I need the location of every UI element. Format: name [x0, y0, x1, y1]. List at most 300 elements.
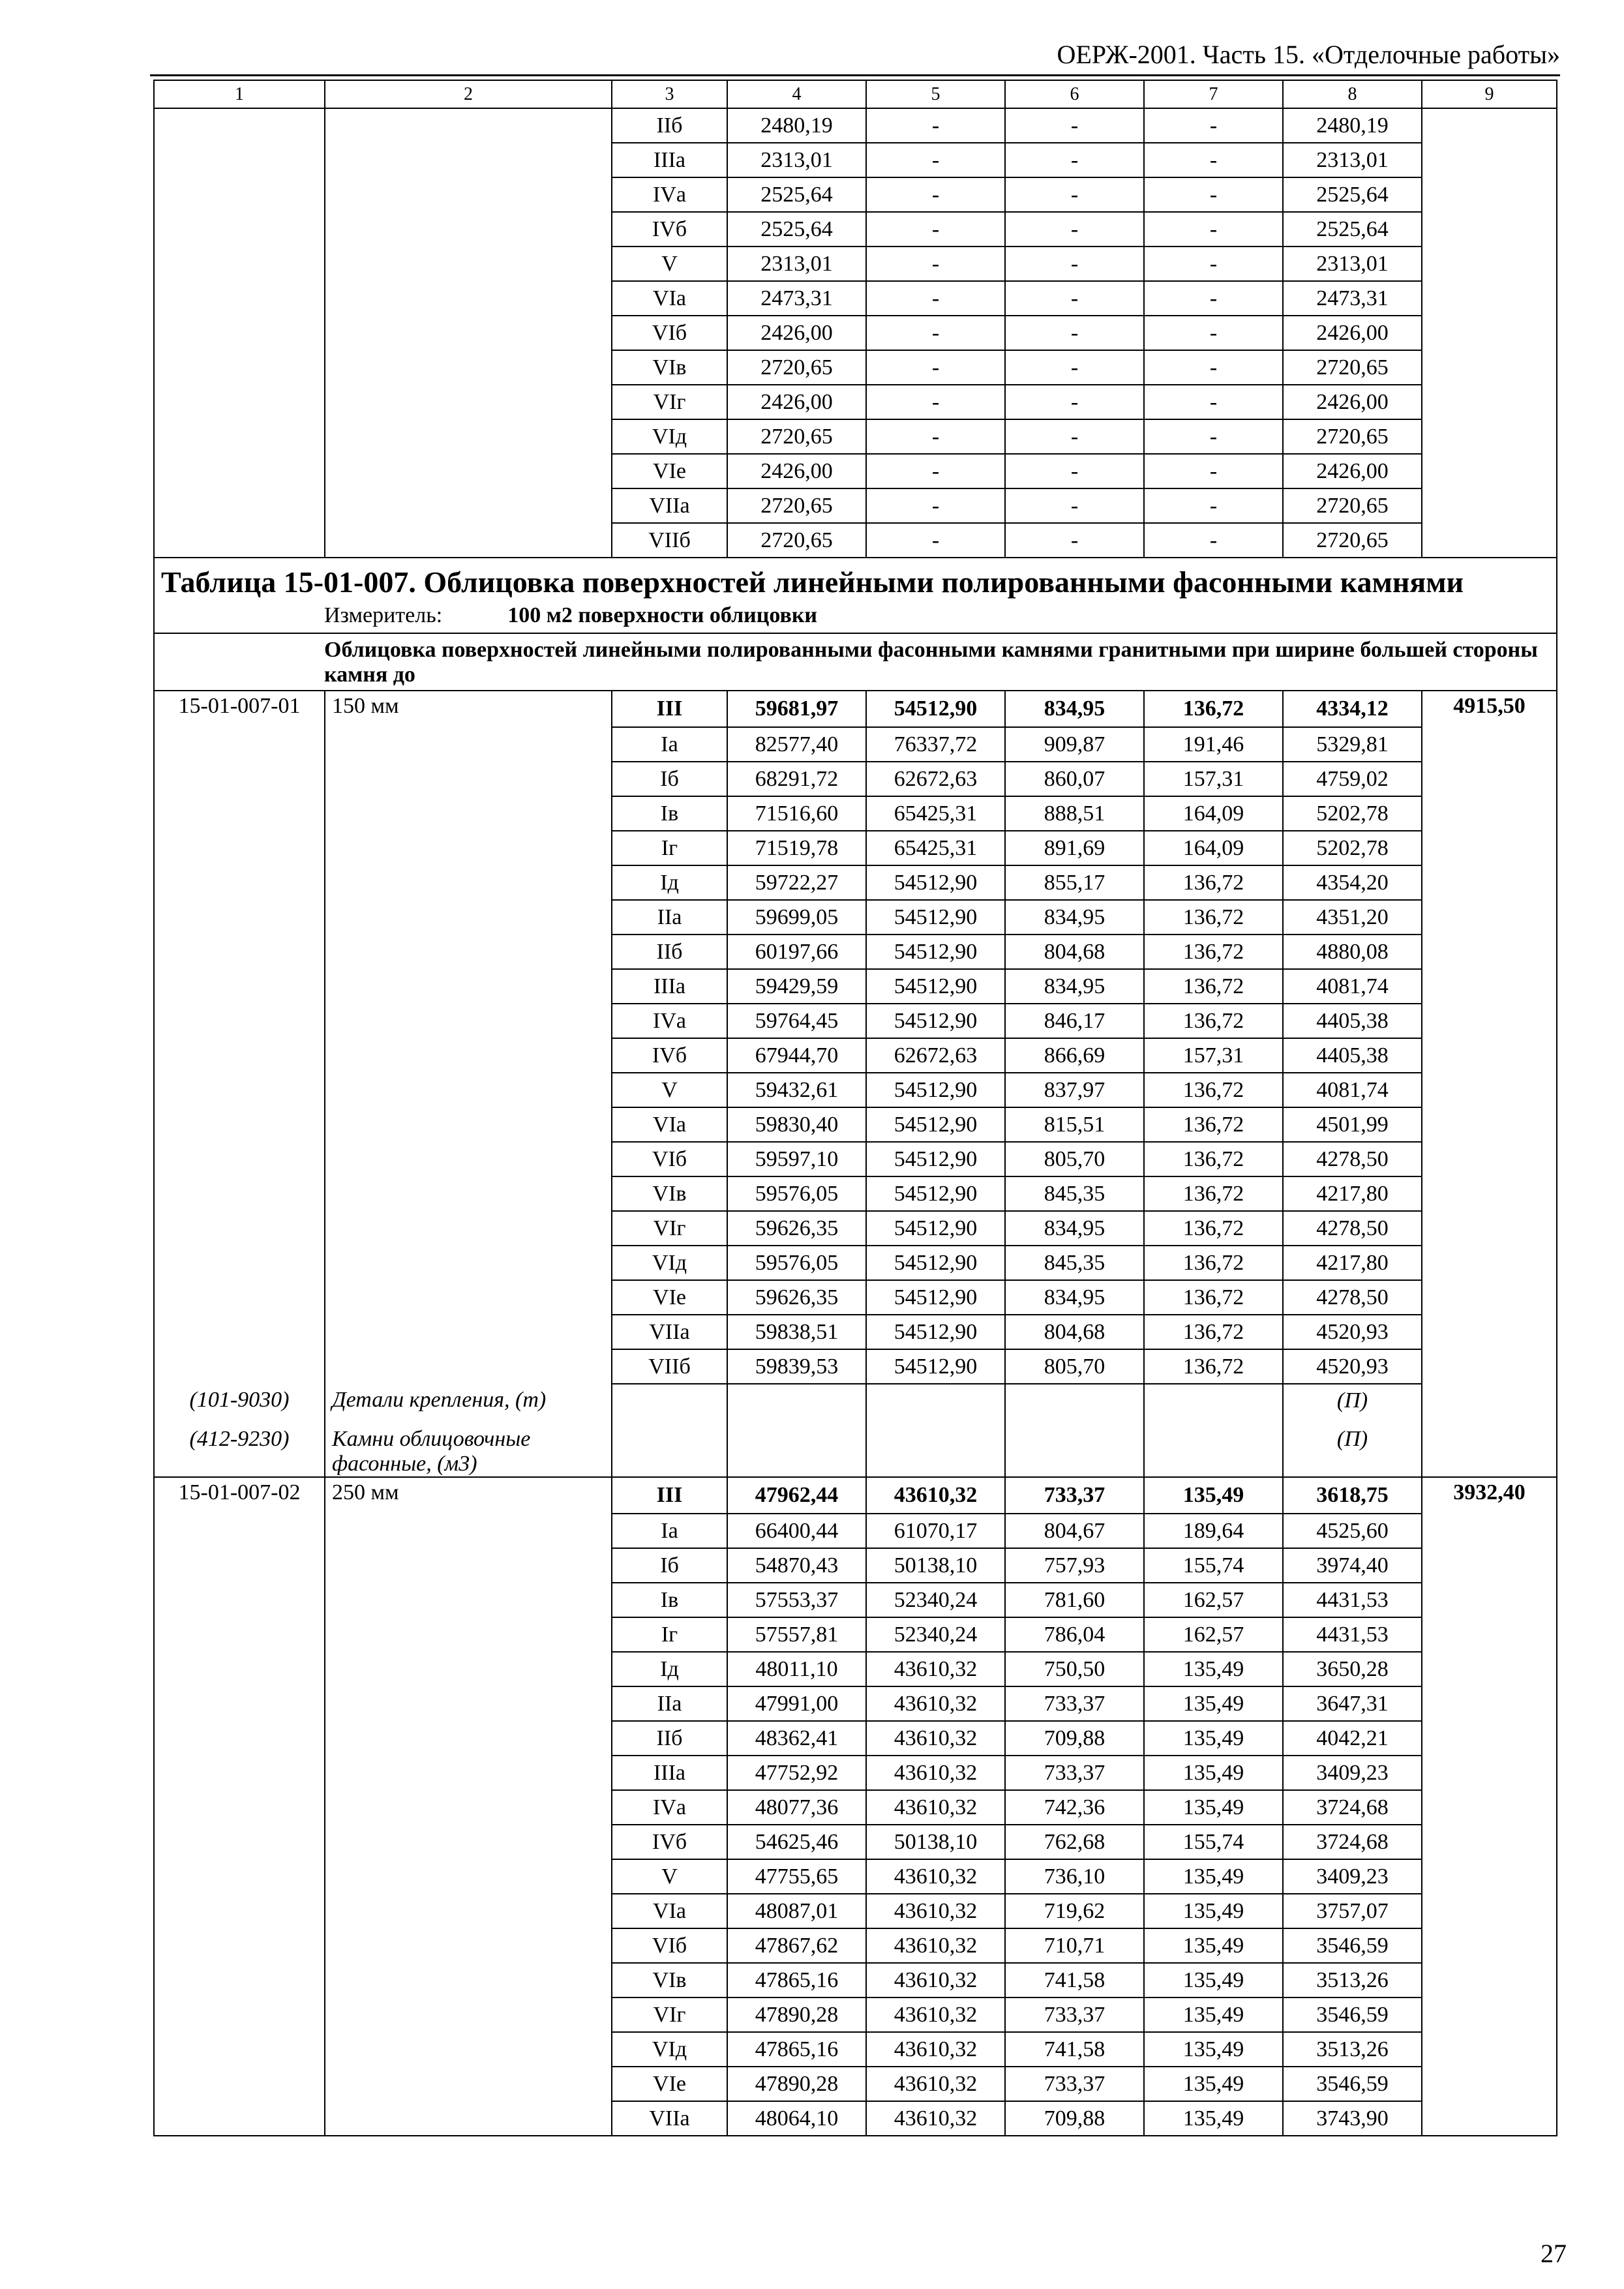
- value-cell: 50138,10: [866, 1548, 1005, 1583]
- value-cell: 4880,08: [1283, 935, 1422, 969]
- name-cell-empty: [325, 1721, 612, 1756]
- value-cell: 3546,59: [1283, 1997, 1422, 2032]
- value-cell: 48011,10: [727, 1652, 866, 1686]
- code-cell-empty: [154, 454, 325, 488]
- zone-cell: VIд: [612, 1246, 727, 1280]
- code-cell-empty: [154, 108, 325, 143]
- value-cell: 136,72: [1144, 1315, 1283, 1349]
- value-cell: -: [866, 281, 1005, 316]
- value-cell: 5202,78: [1283, 831, 1422, 865]
- zone-cell: VIг: [612, 1211, 727, 1246]
- item-name: 150 мм: [325, 691, 612, 727]
- value-cell: 47991,00: [727, 1686, 866, 1721]
- value-cell: 52340,24: [866, 1583, 1005, 1617]
- value-cell: 68291,72: [727, 762, 866, 796]
- value-cell: 43610,32: [866, 1894, 1005, 1928]
- unit-row: [161, 603, 1550, 633]
- col9-cell-empty: [1422, 1349, 1557, 1384]
- item-row: [154, 1349, 1557, 1384]
- col9-cell-empty: [1422, 1280, 1557, 1315]
- value-cell: 2473,31: [1283, 281, 1422, 316]
- zone-cell: VIв: [612, 1963, 727, 1997]
- continuation-row: [154, 143, 1557, 177]
- code-cell-empty: [154, 316, 325, 350]
- resource-empty-cell: [612, 1423, 727, 1477]
- value-cell: 4405,38: [1283, 1004, 1422, 1038]
- zone-cell: VIе: [612, 1280, 727, 1315]
- value-cell: 710,71: [1005, 1928, 1144, 1963]
- work-description: Облицовка поверхностей линейными полированными фасонными камнями гранитными при ширине большей стороны камня до: [324, 638, 1538, 687]
- item-row: [154, 1176, 1557, 1211]
- zone-cell: VIг: [612, 385, 727, 419]
- value-cell: 43610,32: [866, 1928, 1005, 1963]
- name-cell-empty: [325, 1756, 612, 1790]
- value-cell: 741,58: [1005, 1963, 1144, 1997]
- resource-empty-cell: [1005, 1384, 1144, 1423]
- column-number: 7: [1144, 80, 1283, 108]
- value-cell: 834,95: [1005, 691, 1144, 727]
- col9-cell-empty: [1422, 281, 1557, 316]
- name-cell-empty: [325, 2067, 612, 2101]
- name-cell-empty: [325, 1790, 612, 1825]
- column-number: 8: [1283, 80, 1422, 108]
- item-row: [154, 691, 1557, 727]
- resource-row: [154, 1423, 1557, 1477]
- value-cell: -: [1005, 247, 1144, 281]
- col9-cell-empty: [1422, 1997, 1557, 2032]
- value-cell: 866,69: [1005, 1038, 1144, 1073]
- value-cell: 43610,32: [866, 1477, 1005, 1514]
- value-cell: 82577,40: [727, 727, 866, 762]
- code-cell-empty: [154, 1583, 325, 1617]
- value-cell: 67944,70: [727, 1038, 866, 1073]
- value-cell: 750,50: [1005, 1652, 1144, 1686]
- continuation-row: [154, 177, 1557, 212]
- value-cell: 135,49: [1144, 1756, 1283, 1790]
- value-cell: 2720,65: [727, 419, 866, 454]
- column-number: 5: [866, 80, 1005, 108]
- item-row: [154, 1548, 1557, 1583]
- value-cell: -: [866, 247, 1005, 281]
- value-cell: 3757,07: [1283, 1894, 1422, 1928]
- value-cell: -: [1005, 281, 1144, 316]
- value-cell: 59626,35: [727, 1280, 866, 1315]
- code-cell-empty: [154, 177, 325, 212]
- zone-cell: Iа: [612, 1514, 727, 1548]
- value-cell: 54512,90: [866, 1211, 1005, 1246]
- value-cell: 43610,32: [866, 1721, 1005, 1756]
- zone-cell: VIIб: [612, 523, 727, 558]
- value-cell: 47890,28: [727, 1997, 866, 2032]
- value-cell: 59838,51: [727, 1315, 866, 1349]
- value-cell: 4334,12: [1283, 691, 1422, 727]
- item-row: [154, 1928, 1557, 1963]
- value-cell: 54512,90: [866, 969, 1005, 1004]
- name-cell-empty: [325, 1859, 612, 1894]
- value-cell: 3513,26: [1283, 2032, 1422, 2067]
- header-rule: [150, 74, 1560, 76]
- value-cell: 59699,05: [727, 900, 866, 935]
- value-cell: 59429,59: [727, 969, 866, 1004]
- value-cell: 66400,44: [727, 1514, 866, 1548]
- value-cell: 61070,17: [866, 1514, 1005, 1548]
- value-cell: 736,10: [1005, 1859, 1144, 1894]
- zone-cell: IIб: [612, 1721, 727, 1756]
- value-cell: 54512,90: [866, 1176, 1005, 1211]
- col9-cell-empty: [1422, 2101, 1557, 2136]
- name-cell-empty: [325, 419, 612, 454]
- unit-value: 100 м2 поверхности облицовки: [507, 603, 818, 627]
- name-cell-empty: [325, 108, 612, 143]
- col9-cell-empty: [1422, 865, 1557, 900]
- table-title: Таблица 15-01-007. Облицовка поверхностей линейными полированными фасонными камнями: [161, 565, 1464, 599]
- value-cell: 136,72: [1144, 1142, 1283, 1176]
- rates-table: [153, 80, 1557, 2136]
- value-cell: 2426,00: [727, 385, 866, 419]
- col9-cell-empty: [1422, 1142, 1557, 1176]
- resource-empty-cell: [1144, 1384, 1283, 1423]
- col9-cell-empty: [1422, 177, 1557, 212]
- value-cell: 3618,75: [1283, 1477, 1422, 1514]
- value-cell: 909,87: [1005, 727, 1144, 762]
- code-cell-empty: [154, 1825, 325, 1859]
- value-cell: 47752,92: [727, 1756, 866, 1790]
- code-cell-empty: [154, 488, 325, 523]
- item-row: [154, 1583, 1557, 1617]
- value-cell: 136,72: [1144, 969, 1283, 1004]
- col9-cell-empty: [1422, 1004, 1557, 1038]
- value-cell: 189,64: [1144, 1514, 1283, 1548]
- value-cell: 4042,21: [1283, 1721, 1422, 1756]
- value-cell: 157,31: [1144, 1038, 1283, 1073]
- value-cell: -: [1144, 212, 1283, 247]
- value-cell: 47962,44: [727, 1477, 866, 1514]
- item-code: 15-01-007-01: [154, 691, 325, 727]
- unit-label: Измеритель:: [324, 603, 443, 627]
- value-cell: 50138,10: [866, 1825, 1005, 1859]
- col9-cell-empty: [1422, 1548, 1557, 1583]
- name-cell-empty: [325, 350, 612, 385]
- code-cell-empty: [154, 1073, 325, 1107]
- value-cell: 804,68: [1005, 1315, 1144, 1349]
- value-cell: 59576,05: [727, 1176, 866, 1211]
- value-cell: 3647,31: [1283, 1686, 1422, 1721]
- item-row: [154, 2032, 1557, 2067]
- item-row: [154, 1652, 1557, 1686]
- value-cell: 47755,65: [727, 1859, 866, 1894]
- value-cell: 136,72: [1144, 900, 1283, 935]
- name-cell-empty: [325, 900, 612, 935]
- zone-cell: VIIа: [612, 1315, 727, 1349]
- item-row: [154, 969, 1557, 1004]
- value-cell: 135,49: [1144, 1686, 1283, 1721]
- value-cell: 2480,19: [727, 108, 866, 143]
- continuation-row: [154, 316, 1557, 350]
- code-cell-empty: [154, 1997, 325, 2032]
- item-row: [154, 2101, 1557, 2136]
- value-cell: 135,49: [1144, 1997, 1283, 2032]
- name-cell-empty: [325, 1686, 612, 1721]
- value-cell: 65425,31: [866, 796, 1005, 831]
- value-cell: -: [866, 523, 1005, 558]
- col9-cell-empty: [1422, 1686, 1557, 1721]
- value-cell: 4278,50: [1283, 1280, 1422, 1315]
- value-cell: 845,35: [1005, 1246, 1144, 1280]
- zone-cell: V: [612, 247, 727, 281]
- value-cell: 5329,81: [1283, 727, 1422, 762]
- code-cell-empty: [154, 1790, 325, 1825]
- value-cell: 733,37: [1005, 1686, 1144, 1721]
- value-cell: 4081,74: [1283, 1073, 1422, 1107]
- value-cell: 47890,28: [727, 2067, 866, 2101]
- value-cell: 60197,66: [727, 935, 866, 969]
- value-cell: -: [1144, 281, 1283, 316]
- item-row: [154, 1514, 1557, 1548]
- value-cell: 43610,32: [866, 2101, 1005, 2136]
- value-cell: 4520,93: [1283, 1349, 1422, 1384]
- value-cell: 136,72: [1144, 1349, 1283, 1384]
- continuation-row: [154, 488, 1557, 523]
- value-cell: 3513,26: [1283, 1963, 1422, 1997]
- value-cell: 733,37: [1005, 1997, 1144, 2032]
- value-cell: 2426,00: [727, 316, 866, 350]
- col9-cell-empty: [1422, 350, 1557, 385]
- item-row: [154, 935, 1557, 969]
- zone-cell: III: [612, 691, 727, 727]
- value-cell: 54512,90: [866, 1280, 1005, 1315]
- value-cell: 59830,40: [727, 1107, 866, 1142]
- value-cell: 4759,02: [1283, 762, 1422, 796]
- value-cell: 164,09: [1144, 831, 1283, 865]
- item-row: [154, 1617, 1557, 1652]
- continuation-row: [154, 419, 1557, 454]
- col9-cell-empty: [1422, 212, 1557, 247]
- resource-empty-cell: [866, 1384, 1005, 1423]
- value-cell: 786,04: [1005, 1617, 1144, 1652]
- name-cell-empty: [325, 1315, 612, 1349]
- zone-cell: IIIа: [612, 1756, 727, 1790]
- code-cell-empty: [154, 1963, 325, 1997]
- value-cell: 742,36: [1005, 1790, 1144, 1825]
- code-cell-empty: [154, 1176, 325, 1211]
- value-cell: 57557,81: [727, 1617, 866, 1652]
- value-cell: 846,17: [1005, 1004, 1144, 1038]
- value-cell: 733,37: [1005, 1477, 1144, 1514]
- zone-cell: VIд: [612, 2032, 727, 2067]
- name-cell-empty: [325, 2101, 612, 2136]
- value-cell: 741,58: [1005, 2032, 1144, 2067]
- value-cell: 2426,00: [727, 454, 866, 488]
- zone-cell: IIIа: [612, 143, 727, 177]
- zone-cell: VIа: [612, 281, 727, 316]
- value-cell: -: [1144, 316, 1283, 350]
- value-cell: 136,72: [1144, 865, 1283, 900]
- column-number: 2: [325, 80, 612, 108]
- item-row: [154, 1038, 1557, 1073]
- value-cell: 43610,32: [866, 2067, 1005, 2101]
- col9-cell-empty: [1422, 1859, 1557, 1894]
- name-cell-empty: [325, 385, 612, 419]
- value-cell: -: [1144, 523, 1283, 558]
- code-cell-empty: [154, 419, 325, 454]
- col9-cell-empty: [1422, 1894, 1557, 1928]
- value-cell: 47867,62: [727, 1928, 866, 1963]
- code-cell-empty: [154, 1246, 325, 1280]
- col9-cell-empty: [1422, 1107, 1557, 1142]
- resource-name: Камни облицовочные фасонные, (м3): [325, 1423, 612, 1477]
- code-cell-empty: [154, 1142, 325, 1176]
- value-cell: 855,17: [1005, 865, 1144, 900]
- item-col9: 4915,50: [1422, 691, 1557, 727]
- zone-cell: Iг: [612, 1617, 727, 1652]
- value-cell: 54512,90: [866, 1073, 1005, 1107]
- resource-empty-cell: [866, 1423, 1005, 1477]
- value-cell: 48087,01: [727, 1894, 866, 1928]
- value-cell: 2313,01: [1283, 143, 1422, 177]
- col9-cell-empty: [1422, 247, 1557, 281]
- value-cell: 3743,90: [1283, 2101, 1422, 2136]
- value-cell: 4278,50: [1283, 1211, 1422, 1246]
- code-cell-empty: [154, 865, 325, 900]
- col9-cell-empty: [1422, 762, 1557, 796]
- value-cell: -: [866, 316, 1005, 350]
- zone-cell: Iд: [612, 865, 727, 900]
- value-cell: 834,95: [1005, 900, 1144, 935]
- item-row: [154, 865, 1557, 900]
- value-cell: 43610,32: [866, 1790, 1005, 1825]
- col9-cell-empty: [1422, 419, 1557, 454]
- value-cell: 709,88: [1005, 1721, 1144, 1756]
- col9-cell-empty: [1422, 1721, 1557, 1756]
- value-cell: 815,51: [1005, 1107, 1144, 1142]
- col9-cell-empty: [1422, 2067, 1557, 2101]
- value-cell: 136,72: [1144, 1211, 1283, 1246]
- col9-cell-empty: [1422, 108, 1557, 143]
- value-cell: -: [1005, 385, 1144, 419]
- value-cell: -: [1005, 316, 1144, 350]
- resource-empty-cell: [727, 1423, 866, 1477]
- value-cell: 2720,65: [727, 523, 866, 558]
- value-cell: 4278,50: [1283, 1142, 1422, 1176]
- code-cell-empty: [154, 1004, 325, 1038]
- page-number: 27: [1541, 2239, 1567, 2268]
- value-cell: 136,72: [1144, 1107, 1283, 1142]
- col9-cell-empty: [1422, 2032, 1557, 2067]
- value-cell: 43610,32: [866, 1963, 1005, 1997]
- value-cell: -: [1005, 350, 1144, 385]
- value-cell: 845,35: [1005, 1176, 1144, 1211]
- value-cell: 136,72: [1144, 691, 1283, 727]
- zone-cell: VIа: [612, 1894, 727, 1928]
- value-cell: 54512,90: [866, 900, 1005, 935]
- zone-cell: IVб: [612, 1038, 727, 1073]
- code-cell-empty: [154, 2067, 325, 2101]
- item-row: [154, 1211, 1557, 1246]
- value-cell: 4081,74: [1283, 969, 1422, 1004]
- value-cell: 54512,90: [866, 1004, 1005, 1038]
- column-number: 1: [154, 80, 325, 108]
- continuation-row: [154, 350, 1557, 385]
- name-cell-empty: [325, 247, 612, 281]
- value-cell: 4354,20: [1283, 865, 1422, 900]
- code-cell-empty: [154, 1514, 325, 1548]
- value-cell: 3650,28: [1283, 1652, 1422, 1686]
- zone-cell: Iг: [612, 831, 727, 865]
- value-cell: -: [866, 488, 1005, 523]
- value-cell: 48064,10: [727, 2101, 866, 2136]
- value-cell: 709,88: [1005, 2101, 1144, 2136]
- zone-cell: Iд: [612, 1652, 727, 1686]
- name-cell-empty: [325, 1004, 612, 1038]
- name-cell-empty: [325, 1142, 612, 1176]
- value-cell: 54512,90: [866, 1246, 1005, 1280]
- value-cell: 2473,31: [727, 281, 866, 316]
- description-block: [154, 633, 1557, 691]
- col9-cell-empty: [1422, 1928, 1557, 1963]
- zone-cell: Iа: [612, 727, 727, 762]
- code-cell-empty: [154, 1894, 325, 1928]
- resource-empty-cell: [1144, 1423, 1283, 1477]
- name-cell-empty: [325, 727, 612, 762]
- col9-cell-empty: [1422, 1825, 1557, 1859]
- value-cell: 135,49: [1144, 1928, 1283, 1963]
- code-cell-empty: [154, 523, 325, 558]
- zone-cell: IIа: [612, 1686, 727, 1721]
- item-name: 250 мм: [325, 1477, 612, 1514]
- zone-cell: VIIа: [612, 2101, 727, 2136]
- value-cell: 43610,32: [866, 1686, 1005, 1721]
- value-cell: 43610,32: [866, 1756, 1005, 1790]
- name-cell-empty: [325, 281, 612, 316]
- resource-col8: (П): [1283, 1384, 1422, 1423]
- code-cell-empty: [154, 1349, 325, 1384]
- value-cell: 2525,64: [1283, 212, 1422, 247]
- item-row: [154, 1107, 1557, 1142]
- value-cell: 71516,60: [727, 796, 866, 831]
- value-cell: 59597,10: [727, 1142, 866, 1176]
- item-row: [154, 1859, 1557, 1894]
- code-cell-empty: [154, 1548, 325, 1583]
- col9-cell-empty: [1422, 488, 1557, 523]
- name-cell-empty: [325, 762, 612, 796]
- col9-cell-empty: [1422, 143, 1557, 177]
- item-row: [154, 2067, 1557, 2101]
- value-cell: -: [1144, 488, 1283, 523]
- code-cell-empty: [154, 1315, 325, 1349]
- code-cell-empty: [154, 247, 325, 281]
- item-row: [154, 1825, 1557, 1859]
- value-cell: 54512,90: [866, 691, 1005, 727]
- item-row: [154, 831, 1557, 865]
- value-cell: 136,72: [1144, 935, 1283, 969]
- col9-cell-empty: [1422, 316, 1557, 350]
- value-cell: 860,07: [1005, 762, 1144, 796]
- name-cell-empty: [325, 454, 612, 488]
- zone-cell: VIе: [612, 454, 727, 488]
- code-cell-empty: [154, 2101, 325, 2136]
- col9-cell-empty: [1422, 831, 1557, 865]
- value-cell: 59839,53: [727, 1349, 866, 1384]
- value-cell: 804,67: [1005, 1514, 1144, 1548]
- code-cell-empty: [154, 1756, 325, 1790]
- value-cell: 54625,46: [727, 1825, 866, 1859]
- code-cell-empty: [154, 281, 325, 316]
- resource-name: Детали крепления, (т): [325, 1384, 612, 1423]
- zone-cell: VIIб: [612, 1349, 727, 1384]
- zone-cell: IIб: [612, 935, 727, 969]
- value-cell: 4217,80: [1283, 1246, 1422, 1280]
- value-cell: 2313,01: [1283, 247, 1422, 281]
